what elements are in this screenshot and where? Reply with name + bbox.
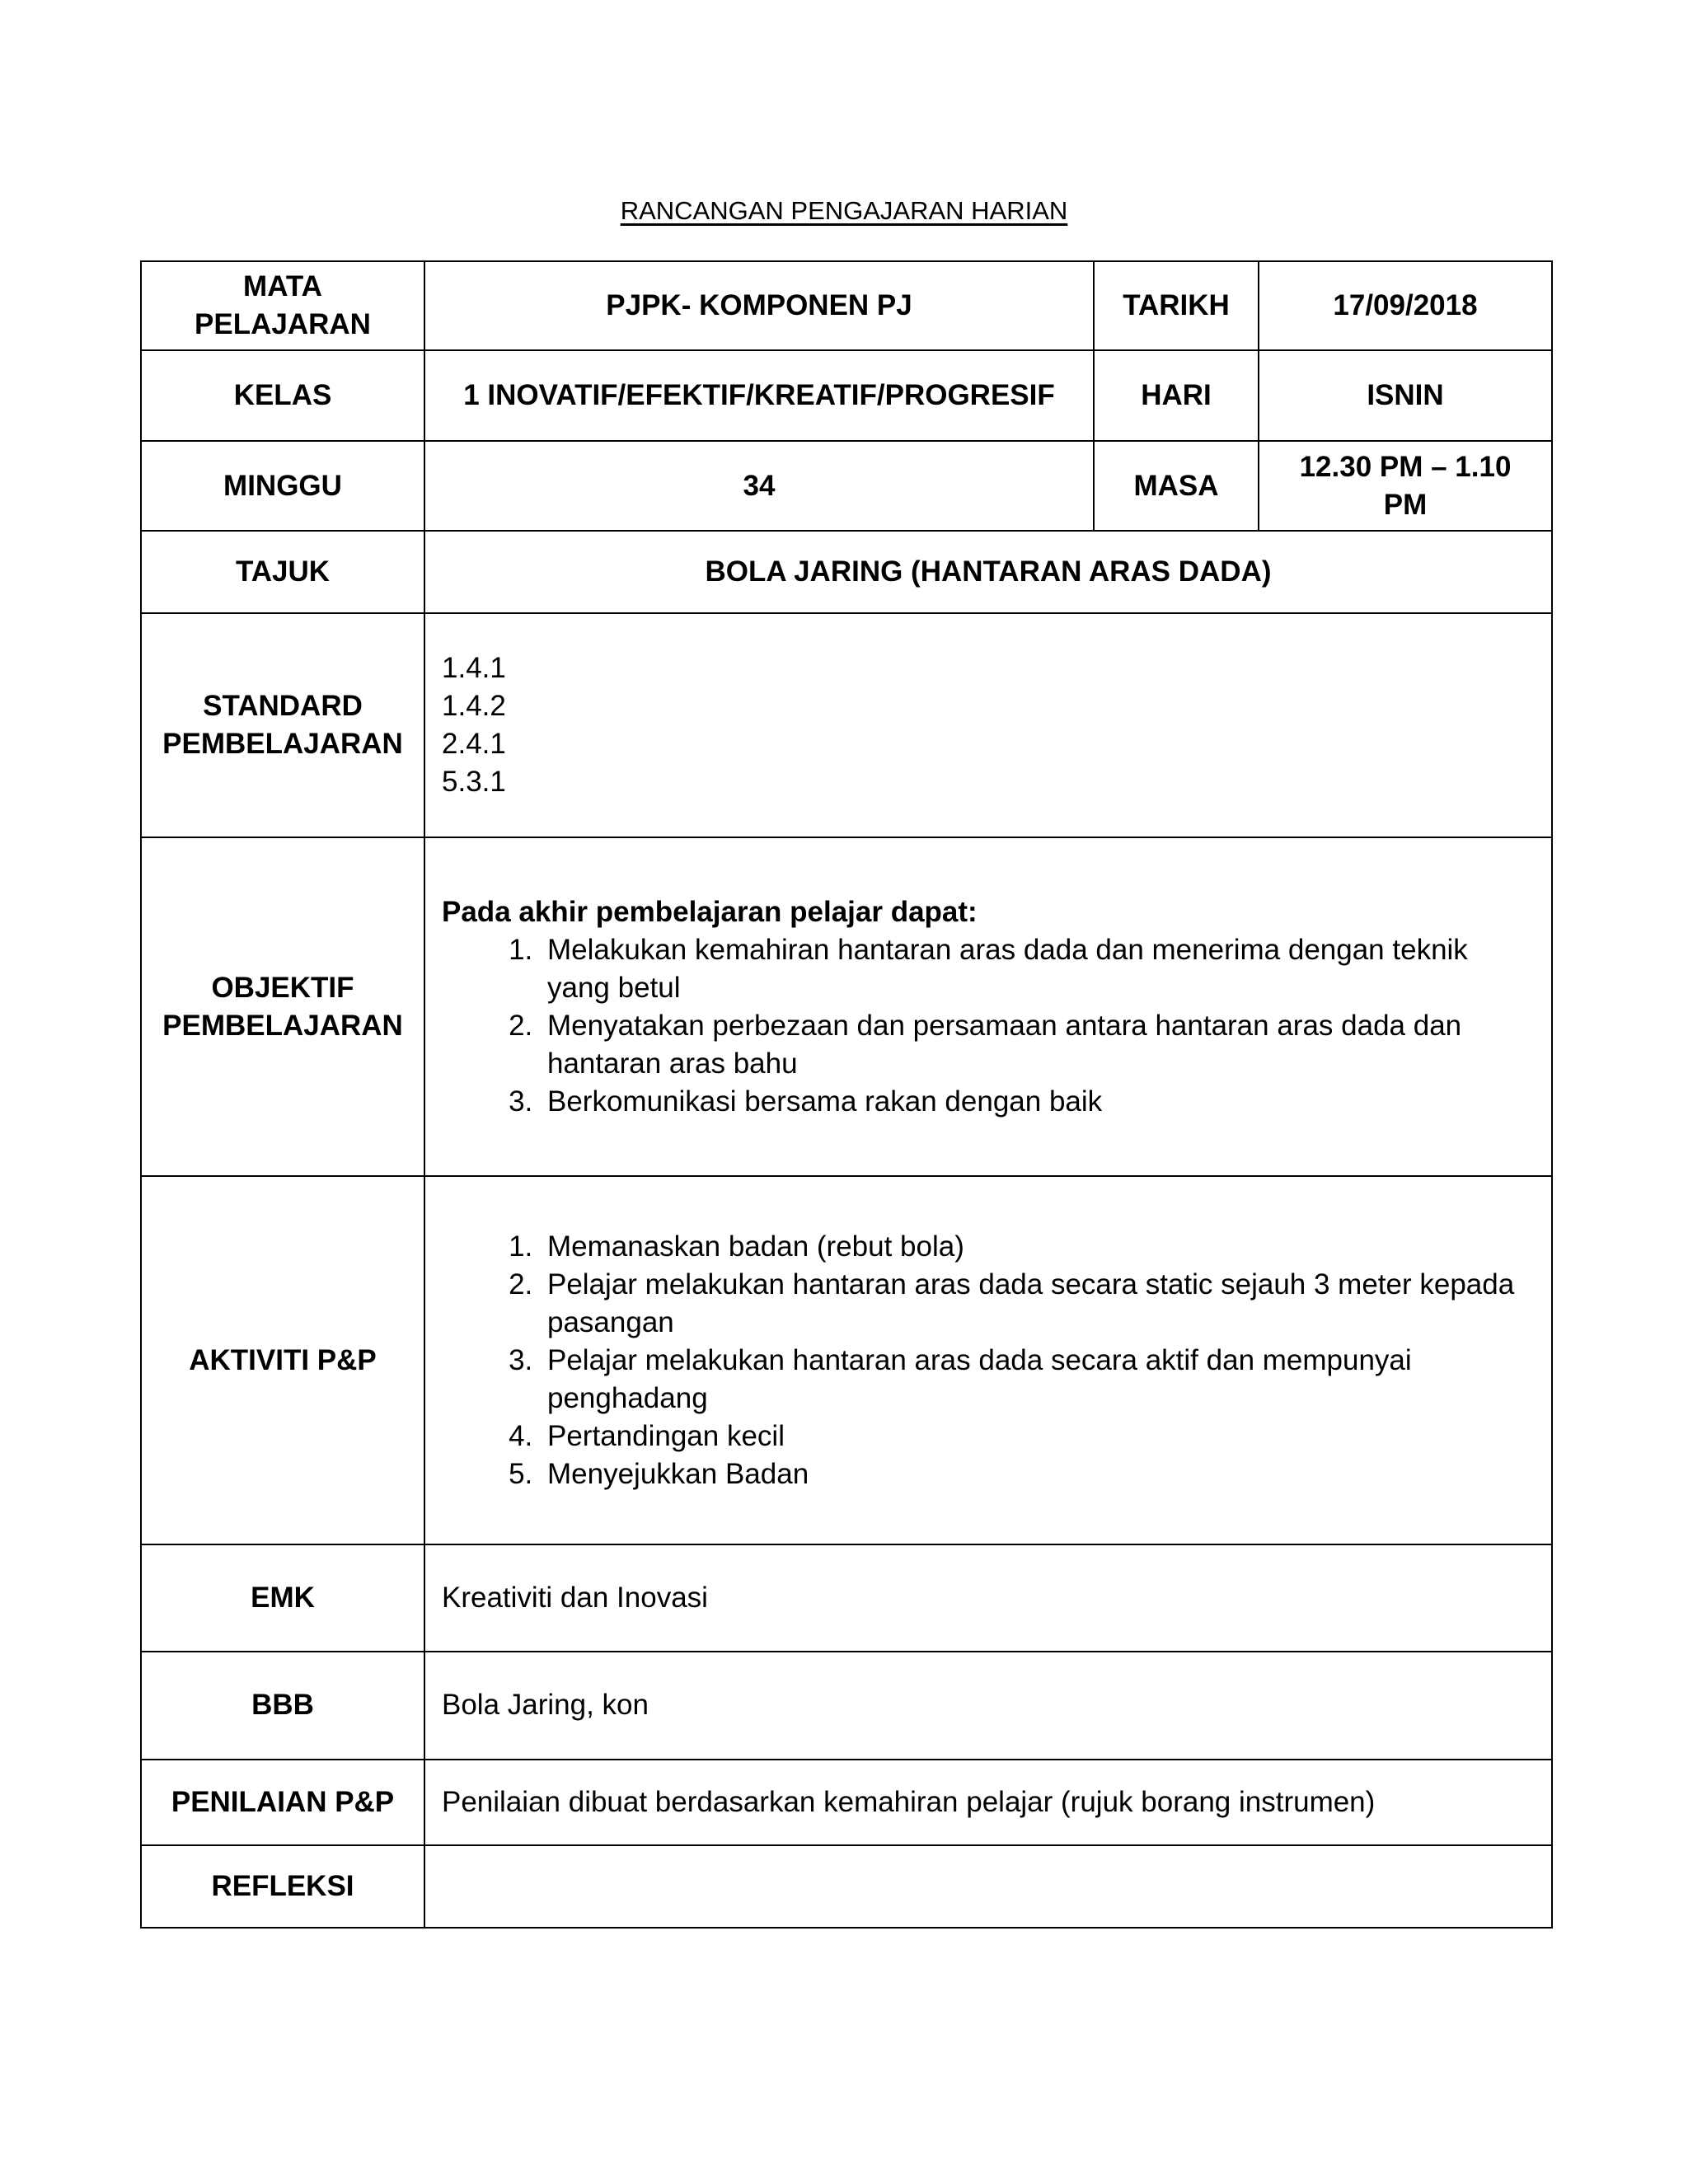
label-penilaian: PENILAIAN P&P — [141, 1760, 424, 1845]
objektif-list — [442, 931, 1535, 1121]
label-tajuk: TAJUK — [141, 531, 424, 613]
label-minggu: MINGGU — [141, 441, 424, 530]
value-masa: 12.30 PM – 1.10 PM — [1259, 441, 1552, 530]
row-emk — [141, 1544, 1552, 1652]
label-bbb: BBB — [141, 1652, 424, 1759]
aktiviti-list — [442, 1228, 1535, 1493]
standard-item: 1.4.1 — [442, 652, 506, 685]
list-item: 2. Menyatakan perbezaan dan persamaan antara hantaran aras dada dan hantaran aras bahu — [541, 1007, 1535, 1083]
list-item: 2. Pelajar melakukan hantaran aras dada secara static sejauh 3 meter kepada pasangan — [541, 1266, 1535, 1342]
label-hari: HARI — [1094, 350, 1259, 441]
list-item: 1. Memanaskan badan (rebut bola) — [541, 1228, 1535, 1266]
value-minggu: 34 — [424, 441, 1094, 530]
label-standard: STANDARD PEMBELAJARAN — [141, 613, 424, 838]
label-refleksi: REFLEKSI — [141, 1845, 424, 1928]
label-objektif: OBJEKTIF PEMBELAJARAN — [141, 837, 424, 1176]
value-bbb: Bola Jaring, kon — [424, 1652, 1552, 1759]
value-penilaian: Penilaian dibuat berdasarkan kemahiran pelajar (rujuk borang instrumen) — [424, 1760, 1552, 1845]
value-hari: ISNIN — [1259, 350, 1552, 441]
label-emk: EMK — [141, 1544, 424, 1652]
standard-list — [442, 649, 1535, 801]
row-mata-pelajaran — [141, 261, 1552, 350]
list-item: 5. Menyejukkan Badan — [541, 1455, 1535, 1493]
value-kelas: 1 INOVATIF/EFEKTIF/KREATIF/PROGRESIF — [424, 350, 1094, 441]
row-tajuk — [141, 531, 1552, 613]
value-standard — [424, 613, 1552, 838]
list-item: 4. Pertandingan kecil — [541, 1418, 1535, 1455]
row-standard — [141, 613, 1552, 838]
row-kelas — [141, 350, 1552, 441]
list-item: 1. Melakukan kemahiran hantaran aras dada dan menerima dengan teknik yang betul — [541, 931, 1535, 1007]
value-refleksi — [424, 1845, 1552, 1928]
value-aktiviti — [424, 1176, 1552, 1544]
label-masa: MASA — [1094, 441, 1259, 530]
row-aktiviti — [141, 1176, 1552, 1544]
row-penilaian — [141, 1760, 1552, 1845]
value-objektif — [424, 837, 1552, 1176]
document-title: RANCANGAN PENGAJARAN HARIAN — [620, 196, 1068, 225]
label-aktiviti: AKTIVITI P&P — [141, 1176, 424, 1544]
value-tarikh: 17/09/2018 — [1259, 261, 1552, 350]
row-refleksi — [141, 1845, 1552, 1928]
row-bbb — [141, 1652, 1552, 1759]
row-objektif — [141, 837, 1552, 1176]
lesson-plan-table — [140, 260, 1553, 1929]
row-minggu — [141, 441, 1552, 530]
list-item: 3. Berkomunikasi bersama rakan dengan baik — [541, 1083, 1535, 1121]
label-mata-pelajaran: MATA PELAJARAN — [141, 261, 424, 350]
value-tajuk: BOLA JARING (HANTARAN ARAS DADA) — [424, 531, 1552, 613]
objektif-intro: Pada akhir pembelajaran pelajar dapat: — [442, 895, 978, 928]
standard-item: 5.3.1 — [442, 766, 506, 799]
list-item: 3. Pelajar melakukan hantaran aras dada secara aktif dan mempunyai penghadang — [541, 1342, 1535, 1418]
standard-item: 1.4.2 — [442, 690, 506, 723]
label-tarikh: TARIKH — [1094, 261, 1259, 350]
value-mata-pelajaran: PJPK- KOMPONEN PJ — [424, 261, 1094, 350]
value-emk: Kreativiti dan Inovasi — [424, 1544, 1552, 1652]
standard-item: 2.4.1 — [442, 728, 506, 761]
label-kelas: KELAS — [141, 350, 424, 441]
